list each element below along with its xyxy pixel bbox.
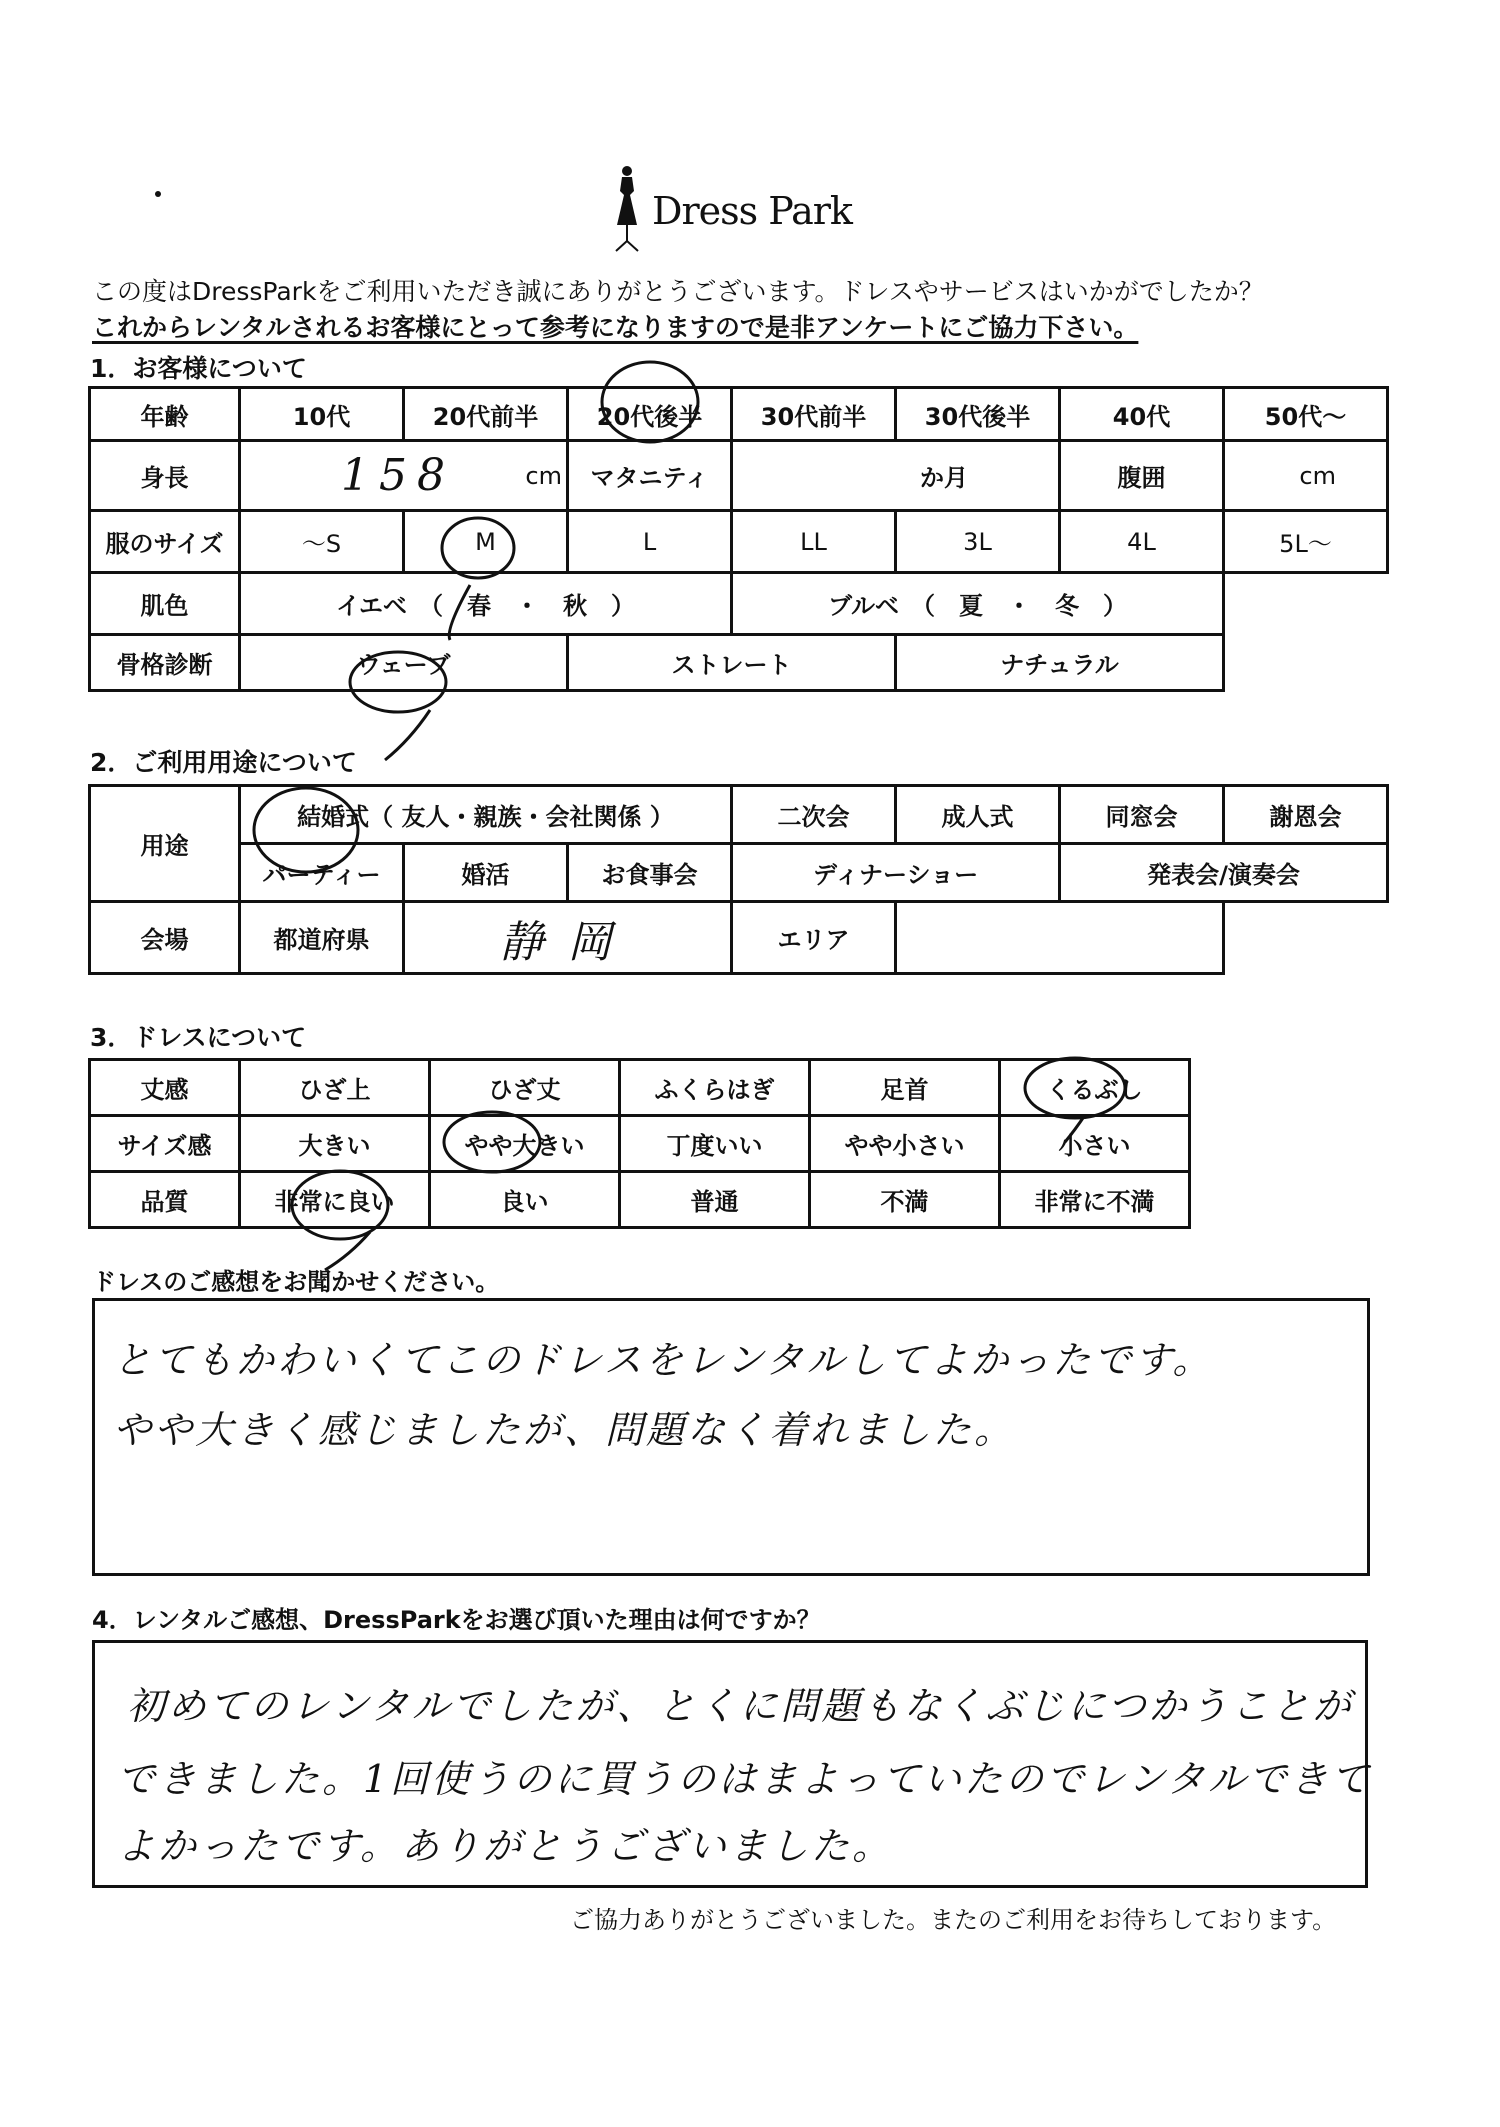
quality-option[interactable]: 非常に不満	[1000, 1172, 1190, 1228]
purpose-option[interactable]: 同窓会	[1060, 786, 1224, 844]
skin-yellow-option[interactable]: イエベ （ 春 ・ 秋 ）	[240, 573, 732, 635]
age-label: 年齢	[90, 388, 240, 441]
height-unit: cm	[525, 462, 562, 490]
length-option-selected[interactable]: くるぶし	[1000, 1060, 1190, 1116]
purpose-option[interactable]: パーティー	[240, 844, 404, 902]
venue-label: 会場	[90, 902, 240, 974]
maternity-months-field[interactable]	[732, 441, 1060, 511]
height-label: 身長	[90, 441, 240, 511]
height-field[interactable]	[240, 441, 568, 511]
age-option[interactable]: 40代	[1060, 388, 1224, 441]
prefecture-field[interactable]	[404, 902, 732, 974]
purpose-wedding-option[interactable]: 結婚式（ 友人・親族・会社関係 ）	[240, 786, 732, 844]
purpose-option[interactable]: 二次会	[732, 786, 896, 844]
dress-table	[88, 1058, 1191, 1229]
month-unit: か月	[920, 464, 968, 492]
size-option[interactable]: L	[568, 511, 732, 573]
length-label: 丈感	[90, 1060, 240, 1116]
reason-line: よかったです。ありがとうございました。	[117, 1824, 893, 1868]
skin-blue-option[interactable]: ブルベ （ 夏 ・ 冬 ）	[732, 573, 1224, 635]
logo	[610, 165, 870, 255]
fit-option[interactable]: 大きい	[240, 1116, 430, 1172]
reason-box[interactable]	[92, 1640, 1372, 1888]
size-label: 服のサイズ	[90, 511, 240, 573]
length-option[interactable]: ひざ丈	[430, 1060, 620, 1116]
length-option[interactable]: ひざ上	[240, 1060, 430, 1116]
impression-box[interactable]	[92, 1298, 1370, 1576]
length-option[interactable]: ふくらはぎ	[620, 1060, 810, 1116]
footer-thanks: ご協力ありがとうございました。またのご利用をお待ちしております。	[570, 1906, 1337, 1934]
purpose-table	[88, 784, 1389, 975]
purpose-option[interactable]: 婚活	[404, 844, 568, 902]
age-option-selected[interactable]: 20代後半	[568, 388, 732, 441]
size-option[interactable]: ～S	[240, 511, 404, 573]
prefecture-value: 静岡	[499, 916, 636, 968]
age-option[interactable]: 10代	[240, 388, 404, 441]
area-field[interactable]	[896, 902, 1224, 974]
frame-option[interactable]: ナチュラル	[896, 635, 1224, 691]
frame-option-selected[interactable]: ウェーブ	[240, 635, 568, 691]
prefecture-label: 都道府県	[240, 902, 404, 974]
purpose-option[interactable]: お食事会	[568, 844, 732, 902]
section-3-title: 3．ドレスについて	[90, 1023, 307, 1052]
section-2-title: 2．ご利用用途について	[90, 748, 357, 777]
quality-option[interactable]: 普通	[620, 1172, 810, 1228]
purpose-option[interactable]: ディナーショー	[732, 844, 1060, 902]
impression-label: ドレスのご感想をお聞かせください。	[92, 1268, 500, 1296]
waist-field[interactable]	[1224, 441, 1388, 511]
size-option[interactable]: 3L	[896, 511, 1060, 573]
section-1-title: 1．お客様について	[90, 354, 307, 383]
maternity-label: マタニティ	[568, 441, 732, 511]
selection-stroke	[385, 710, 430, 760]
quality-option[interactable]: 良い	[430, 1172, 620, 1228]
frame-option[interactable]: ストレート	[568, 635, 896, 691]
scan-speck	[155, 191, 161, 197]
area-label: エリア	[732, 902, 896, 974]
empty-cell	[1224, 573, 1388, 635]
size-option[interactable]: 4L	[1060, 511, 1224, 573]
size-option-selected[interactable]: M	[404, 511, 568, 573]
purpose-option[interactable]: 発表会/演奏会	[1060, 844, 1388, 902]
age-option[interactable]: 30代後半	[896, 388, 1060, 441]
fit-option[interactable]: 小さい	[1000, 1116, 1190, 1172]
fit-label: サイズ感	[90, 1116, 240, 1172]
fit-option[interactable]: 丁度いい	[620, 1116, 810, 1172]
size-option[interactable]: LL	[732, 511, 896, 573]
fit-option[interactable]: やや小さい	[810, 1116, 1000, 1172]
reason-line: できました。1回使うのに買うのはまよっていたのでレンタルできて	[117, 1757, 1372, 1801]
purpose-option[interactable]: 成人式	[896, 786, 1060, 844]
quality-option[interactable]: 不満	[810, 1172, 1000, 1228]
customer-table	[88, 386, 1389, 692]
logo-text: Dress Park	[652, 189, 852, 233]
section-4-title: 4．レンタルご感想、DressParkをお選び頂いた理由は何ですか？	[92, 1606, 821, 1634]
age-option[interactable]: 20代前半	[404, 388, 568, 441]
skin-label: 肌色	[90, 573, 240, 635]
quality-label: 品質	[90, 1172, 240, 1228]
dress-form-icon	[610, 165, 644, 255]
frame-label: 骨格診断	[90, 635, 240, 691]
reason-line: 初めてのレンタルでしたが、とくに問題もなくぶじにつかうことが	[127, 1684, 1354, 1728]
height-value: 158	[341, 450, 455, 501]
purpose-label: 用途	[90, 786, 240, 902]
waist-unit: cm	[1299, 461, 1336, 490]
waist-label: 腹囲	[1060, 441, 1224, 511]
empty-cell	[1224, 635, 1388, 691]
age-option[interactable]: 50代～	[1224, 388, 1388, 441]
purpose-option[interactable]: 謝恩会	[1224, 786, 1388, 844]
impression-line: やや大きく感じましたが、問題なく着れました。	[113, 1408, 1016, 1452]
age-option[interactable]: 30代前半	[732, 388, 896, 441]
empty-cell	[1224, 902, 1388, 974]
intro-request: これからレンタルされるお客様にとって参考になりますので是非アンケートにご協力下さい。	[92, 313, 1139, 342]
size-option[interactable]: 5L～	[1224, 511, 1388, 573]
fit-option-selected[interactable]: やや大きい	[430, 1116, 620, 1172]
intro-text: この度はDressParkをご利用いただき誠にありがとうございます。ドレスやサービスはいかがでしたか？	[92, 277, 1264, 306]
quality-option-selected[interactable]: 非常に良い	[240, 1172, 430, 1228]
impression-line: とてもかわいくてこのドレスをレンタルしてよかったです。	[113, 1338, 1214, 1382]
length-option[interactable]: 足首	[810, 1060, 1000, 1116]
